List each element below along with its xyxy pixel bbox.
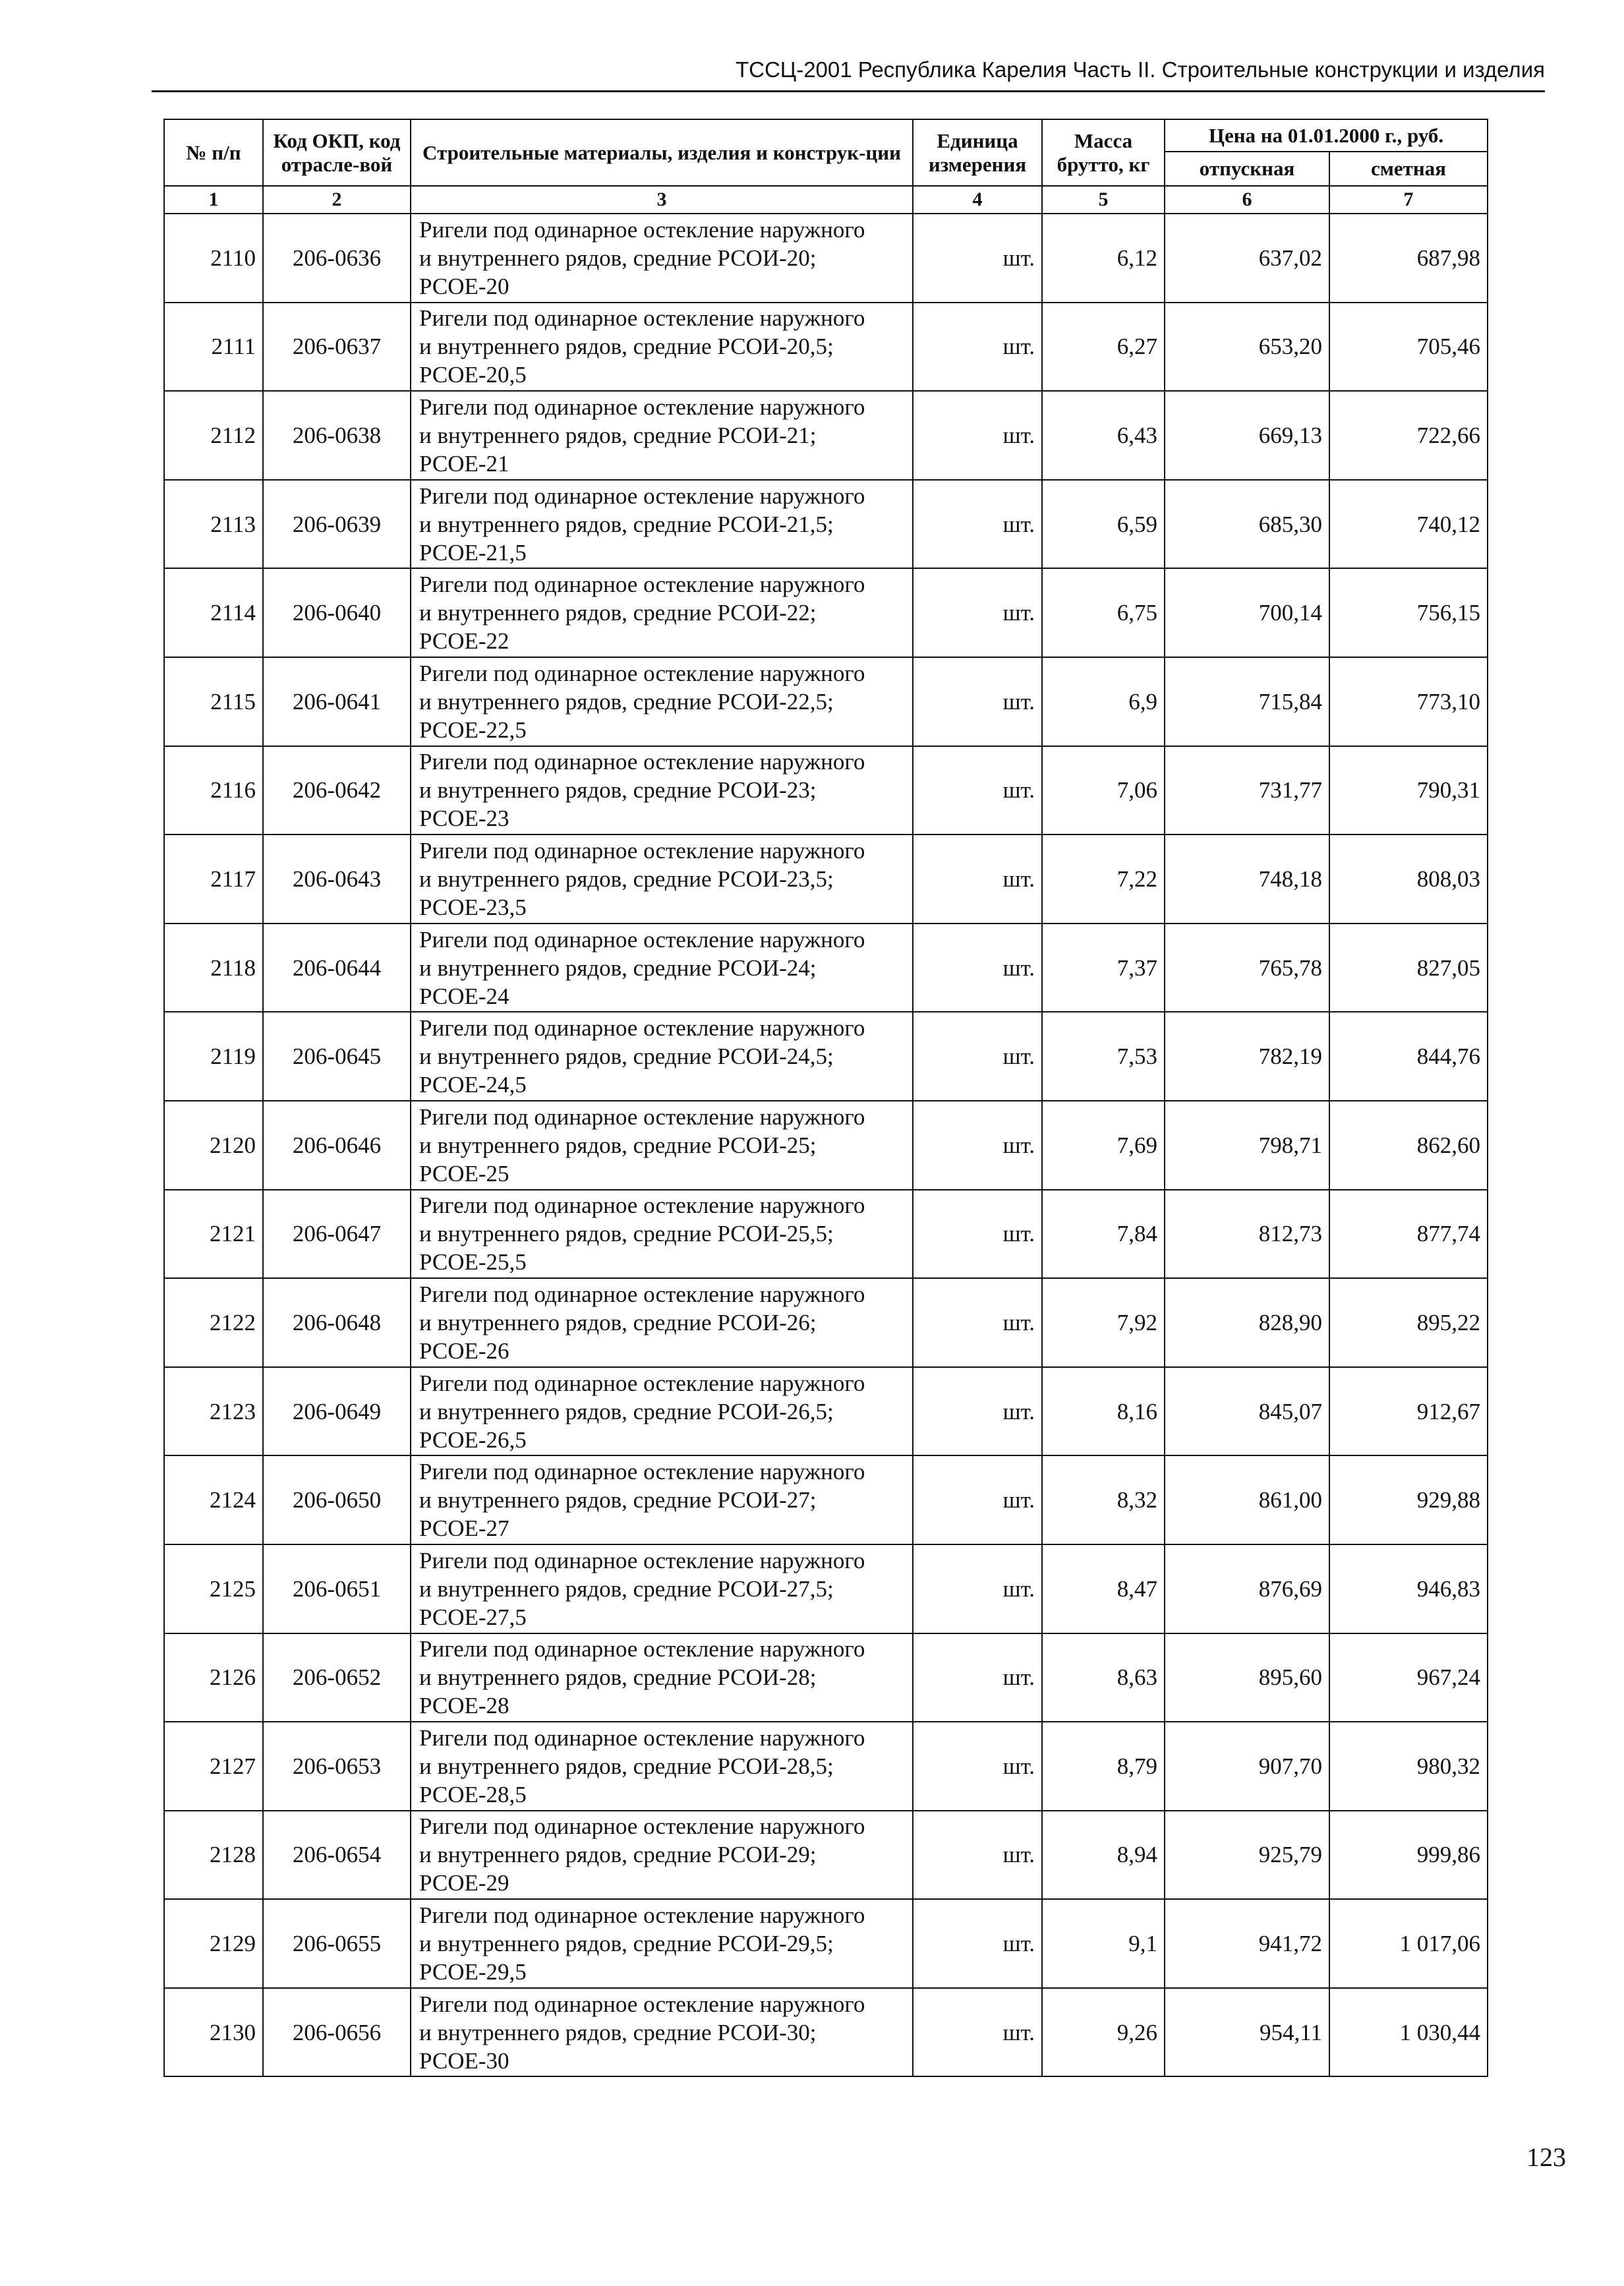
release-price: 748,18 (1165, 835, 1329, 923)
estimate-price: 967,24 (1329, 1633, 1488, 1722)
row-number: 2112 (164, 391, 263, 480)
product-description (411, 1101, 913, 1190)
table-row (164, 1544, 1488, 1633)
okp-code: 206-0639 (263, 480, 411, 569)
estimate-price: 705,46 (1329, 303, 1488, 392)
description-line: Ригели под одинарное остекление наружного (419, 1370, 865, 1396)
product-description (411, 303, 913, 392)
description-line: Ригели под одинарное остекление наружного (419, 1636, 865, 1662)
description-line: РСОЕ-24,5 (419, 1072, 527, 1098)
header-okp-code: Код ОКП, код отрасле-вой (263, 119, 411, 186)
description-line: РСОЕ-27,5 (419, 1604, 527, 1630)
description-line: Ригели под одинарное остекление наружного (419, 1813, 865, 1840)
description-line: РСОЕ-28,5 (419, 1781, 527, 1807)
row-number: 2121 (164, 1190, 263, 1279)
release-price: 925,79 (1165, 1811, 1329, 1900)
okp-code: 206-0648 (263, 1278, 411, 1367)
estimate-price: 946,83 (1329, 1544, 1488, 1633)
description-line: и внутреннего рядов, средние РСОИ-27,5; (419, 1575, 834, 1602)
release-price: 798,71 (1165, 1101, 1329, 1190)
row-number: 2120 (164, 1101, 263, 1190)
row-number: 2126 (164, 1633, 263, 1722)
gross-mass: 8,47 (1042, 1544, 1165, 1633)
description-line: и внутреннего рядов, средние РСОИ-30; (419, 2019, 817, 2045)
description-line: РСОЕ-28 (419, 1693, 509, 1719)
release-price: 685,30 (1165, 480, 1329, 569)
release-price: 765,78 (1165, 923, 1329, 1012)
row-number: 2129 (164, 1899, 263, 1988)
release-price: 941,72 (1165, 1899, 1329, 1988)
product-description (411, 1367, 913, 1456)
description-line: Ригели под одинарное остекление наружного (419, 1724, 865, 1751)
table-row (164, 1367, 1488, 1456)
estimate-price: 808,03 (1329, 835, 1488, 923)
gross-mass: 7,22 (1042, 835, 1165, 923)
header-unit: Единица измерения (913, 119, 1042, 186)
release-price: 731,77 (1165, 746, 1329, 835)
release-price: 700,14 (1165, 568, 1329, 657)
product-description (411, 923, 913, 1012)
description-line: Ригели под одинарное остекление наружного (419, 572, 865, 598)
okp-code: 206-0650 (263, 1455, 411, 1544)
header-num: № п/п (164, 119, 263, 186)
description-line: Ригели под одинарное остекление наружного (419, 483, 865, 509)
release-price: 954,11 (1165, 1988, 1329, 2077)
okp-code: 206-0656 (263, 1988, 411, 2077)
okp-code: 206-0647 (263, 1190, 411, 1279)
description-line: РСОЕ-22,5 (419, 717, 527, 743)
description-line: РСОЕ-29 (419, 1870, 509, 1896)
table-row (164, 1899, 1488, 1988)
gross-mass: 7,69 (1042, 1101, 1165, 1190)
gross-mass: 7,84 (1042, 1190, 1165, 1279)
column-number: 4 (913, 186, 1042, 214)
product-description (411, 657, 913, 746)
description-line: и внутреннего рядов, средние РСОИ-29,5; (419, 1931, 834, 1957)
okp-code: 206-0637 (263, 303, 411, 392)
release-price: 715,84 (1165, 657, 1329, 746)
row-number: 2118 (164, 923, 263, 1012)
gross-mass: 8,94 (1042, 1811, 1165, 1900)
description-line: и внутреннего рядов, средние РСОИ-22; (419, 600, 817, 626)
row-number: 2110 (164, 214, 263, 303)
product-description (411, 746, 913, 835)
description-line: и внутреннего рядов, средние РСОИ-29; (419, 1842, 817, 1868)
description-line: РСОЕ-25 (419, 1160, 509, 1187)
table-row (164, 1278, 1488, 1367)
row-number: 2128 (164, 1811, 263, 1900)
description-line: Ригели под одинарное остекление наружного (419, 837, 865, 864)
row-number: 2113 (164, 480, 263, 569)
table-row (164, 835, 1488, 923)
table-row (164, 1455, 1488, 1544)
product-description (411, 1811, 913, 1900)
description-line: и внутреннего рядов, средние РСОИ-26; (419, 1309, 817, 1335)
release-price: 895,60 (1165, 1633, 1329, 1722)
release-price: 828,90 (1165, 1278, 1329, 1367)
estimate-price: 1 017,06 (1329, 1899, 1488, 1988)
description-line: РСОЕ-23 (419, 806, 509, 832)
gross-mass: 9,26 (1042, 1988, 1165, 2077)
description-line: РСОЕ-24 (419, 983, 509, 1009)
gross-mass: 9,1 (1042, 1899, 1165, 1988)
okp-code: 206-0649 (263, 1367, 411, 1456)
row-number: 2127 (164, 1722, 263, 1811)
estimate-price: 844,76 (1329, 1012, 1488, 1101)
table-row (164, 657, 1488, 746)
row-number: 2130 (164, 1988, 263, 2077)
product-description (411, 1455, 913, 1544)
description-line: РСОЕ-21 (419, 450, 509, 477)
okp-code: 206-0643 (263, 835, 411, 923)
table-row (164, 746, 1488, 835)
row-number: 2124 (164, 1455, 263, 1544)
gross-mass: 8,79 (1042, 1722, 1165, 1811)
release-price: 812,73 (1165, 1190, 1329, 1279)
estimate-price: 929,88 (1329, 1455, 1488, 1544)
table-row (164, 1012, 1488, 1101)
description-line: РСОЕ-26,5 (419, 1426, 527, 1453)
description-line: Ригели под одинарное остекление наружного (419, 1902, 865, 1929)
row-number: 2115 (164, 657, 263, 746)
okp-code: 206-0641 (263, 657, 411, 746)
table-row (164, 1811, 1488, 1900)
description-line: и внутреннего рядов, средние РСОИ-20,5; (419, 334, 834, 360)
unit-of-measure: шт. (913, 1988, 1042, 2077)
estimate-price: 790,31 (1329, 746, 1488, 835)
description-line: Ригели под одинарное остекление наружного (419, 394, 865, 420)
estimate-price: 862,60 (1329, 1101, 1488, 1190)
description-line: РСОЕ-21,5 (419, 539, 527, 566)
okp-code: 206-0636 (263, 214, 411, 303)
release-price: 782,19 (1165, 1012, 1329, 1101)
table-row (164, 923, 1488, 1012)
description-line: РСОЕ-26 (419, 1337, 509, 1364)
unit-of-measure: шт. (913, 1722, 1042, 1811)
estimate-price: 756,15 (1329, 568, 1488, 657)
okp-code: 206-0644 (263, 923, 411, 1012)
table-row (164, 480, 1488, 569)
description-line: и внутреннего рядов, средние РСОИ-26,5; (419, 1398, 834, 1424)
unit-of-measure: шт. (913, 1367, 1042, 1456)
gross-mass: 7,53 (1042, 1012, 1165, 1101)
table-row (164, 1633, 1488, 1722)
release-price: 669,13 (1165, 391, 1329, 480)
description-line: Ригели под одинарное остекление наружного (419, 305, 865, 332)
header-price-estimate: сметная (1329, 152, 1488, 186)
column-number: 6 (1165, 186, 1329, 214)
description-line: РСОЕ-27 (419, 1515, 509, 1542)
product-description (411, 391, 913, 480)
description-line: и внутреннего рядов, средние РСОИ-28; (419, 1664, 817, 1691)
column-number: 5 (1042, 186, 1165, 214)
description-line: и внутреннего рядов, средние РСОИ-24; (419, 954, 817, 981)
table-row (164, 391, 1488, 480)
column-number: 3 (411, 186, 913, 214)
unit-of-measure: шт. (913, 1012, 1042, 1101)
product-description (411, 1988, 913, 2077)
description-line: и внутреннего рядов, средние РСОИ-25; (419, 1132, 817, 1158)
description-line: Ригели под одинарное остекление наружного (419, 749, 865, 775)
product-description (411, 568, 913, 657)
product-description (411, 1722, 913, 1811)
product-description (411, 1633, 913, 1722)
okp-code: 206-0654 (263, 1811, 411, 1900)
unit-of-measure: шт. (913, 835, 1042, 923)
header-mass: Масса брутто, кг (1042, 119, 1165, 186)
gross-mass: 6,75 (1042, 568, 1165, 657)
column-number: 7 (1329, 186, 1488, 214)
description-line: РСОЕ-20,5 (419, 362, 527, 388)
unit-of-measure: шт. (913, 923, 1042, 1012)
row-number: 2122 (164, 1278, 263, 1367)
row-number: 2119 (164, 1012, 263, 1101)
product-description (411, 835, 913, 923)
release-price: 876,69 (1165, 1544, 1329, 1633)
column-number: 2 (263, 186, 411, 214)
description-line: РСОЕ-20 (419, 273, 509, 299)
estimate-price: 912,67 (1329, 1367, 1488, 1456)
description-line: РСОЕ-22 (419, 628, 509, 655)
header-rule (152, 90, 1545, 92)
product-description (411, 1190, 913, 1279)
gross-mass: 6,27 (1042, 303, 1165, 392)
release-price: 653,20 (1165, 303, 1329, 392)
unit-of-measure: шт. (913, 1455, 1042, 1544)
table-row (164, 1988, 1488, 2077)
estimate-price: 1 030,44 (1329, 1988, 1488, 2077)
unit-of-measure: шт. (913, 1544, 1042, 1633)
header-price-group: Цена на 01.01.2000 г., руб. (1165, 119, 1488, 152)
unit-of-measure: шт. (913, 1633, 1042, 1722)
product-description (411, 1278, 913, 1367)
release-price: 845,07 (1165, 1367, 1329, 1456)
release-price: 907,70 (1165, 1722, 1329, 1811)
gross-mass: 7,06 (1042, 746, 1165, 835)
okp-code: 206-0653 (263, 1722, 411, 1811)
description-line: Ригели под одинарное остекление наружного (419, 1103, 865, 1130)
product-description (411, 1544, 913, 1633)
table-row (164, 214, 1488, 303)
table-row (164, 1190, 1488, 1279)
gross-mass: 6,43 (1042, 391, 1165, 480)
product-description (411, 1012, 913, 1101)
description-line: Ригели под одинарное остекление наружного (419, 926, 865, 952)
estimate-price: 740,12 (1329, 480, 1488, 569)
row-number: 2123 (164, 1367, 263, 1456)
page-number: 123 (1526, 2142, 1566, 2172)
estimate-price: 722,66 (1329, 391, 1488, 480)
description-line: Ригели под одинарное остекление наружного (419, 1192, 865, 1219)
description-line: РСОЕ-23,5 (419, 894, 527, 920)
unit-of-measure: шт. (913, 391, 1042, 480)
gross-mass: 6,59 (1042, 480, 1165, 569)
description-line: РСОЕ-29,5 (419, 1959, 527, 1985)
okp-code: 206-0638 (263, 391, 411, 480)
unit-of-measure: шт. (913, 480, 1042, 569)
unit-of-measure: шт. (913, 746, 1042, 835)
description-line: Ригели под одинарное остекление наружного (419, 216, 865, 243)
description-line: РСОЕ-25,5 (419, 1249, 527, 1275)
description-line: и внутреннего рядов, средние РСОИ-21,5; (419, 511, 834, 537)
gross-mass: 6,9 (1042, 657, 1165, 746)
running-header: ТССЦ-2001 Республика Карелия Часть II. Строительные конструкции и изделия (735, 57, 1545, 82)
description-line: и внутреннего рядов, средние РСОИ-23; (419, 777, 817, 804)
gross-mass: 8,16 (1042, 1367, 1165, 1456)
estimate-price: 687,98 (1329, 214, 1488, 303)
row-number: 2111 (164, 303, 263, 392)
okp-code: 206-0642 (263, 746, 411, 835)
unit-of-measure: шт. (913, 214, 1042, 303)
okp-code: 206-0640 (263, 568, 411, 657)
okp-code: 206-0655 (263, 1899, 411, 1988)
gross-mass: 7,37 (1042, 923, 1165, 1012)
table-row (164, 568, 1488, 657)
price-table (163, 119, 1488, 2077)
okp-code: 206-0646 (263, 1101, 411, 1190)
description-line: и внутреннего рядов, средние РСОИ-25,5; (419, 1221, 834, 1247)
description-line: и внутреннего рядов, средние РСОИ-23,5; (419, 865, 834, 892)
unit-of-measure: шт. (913, 1899, 1042, 1988)
estimate-price: 877,74 (1329, 1190, 1488, 1279)
unit-of-measure: шт. (913, 1278, 1042, 1367)
unit-of-measure: шт. (913, 303, 1042, 392)
release-price: 861,00 (1165, 1455, 1329, 1544)
table-row (164, 1722, 1488, 1811)
row-number: 2125 (164, 1544, 263, 1633)
release-price: 637,02 (1165, 214, 1329, 303)
row-number: 2114 (164, 568, 263, 657)
estimate-price: 999,86 (1329, 1811, 1488, 1900)
estimate-price: 980,32 (1329, 1722, 1488, 1811)
row-number: 2116 (164, 746, 263, 835)
description-line: и внутреннего рядов, средние РСОИ-24,5; (419, 1043, 834, 1070)
okp-code: 206-0652 (263, 1633, 411, 1722)
estimate-price: 895,22 (1329, 1278, 1488, 1367)
gross-mass: 8,32 (1042, 1455, 1165, 1544)
description-line: и внутреннего рядов, средние РСОИ-20; (419, 245, 817, 271)
description-line: и внутреннего рядов, средние РСОИ-21; (419, 422, 817, 448)
unit-of-measure: шт. (913, 657, 1042, 746)
unit-of-measure: шт. (913, 1811, 1042, 1900)
product-description (411, 214, 913, 303)
description-line: Ригели под одинарное остекление наружного (419, 660, 865, 686)
description-line: и внутреннего рядов, средние РСОИ-22,5; (419, 688, 834, 715)
description-line: Ригели под одинарное остекление наружного (419, 1281, 865, 1307)
okp-code: 206-0645 (263, 1012, 411, 1101)
description-line: и внутреннего рядов, средние РСОИ-28,5; (419, 1753, 834, 1779)
okp-code: 206-0651 (263, 1544, 411, 1633)
header-price-release: отпускная (1165, 152, 1329, 186)
description-line: РСОЕ-30 (419, 2047, 509, 2074)
row-number: 2117 (164, 835, 263, 923)
header-name: Строительные материалы, изделия и конструк-ции (411, 119, 913, 186)
gross-mass: 7,92 (1042, 1278, 1165, 1367)
unit-of-measure: шт. (913, 1101, 1042, 1190)
description-line: Ригели под одинарное остекление наружного (419, 1991, 865, 2017)
gross-mass: 6,12 (1042, 214, 1165, 303)
table-row (164, 1101, 1488, 1190)
estimate-price: 827,05 (1329, 923, 1488, 1012)
table-row (164, 303, 1488, 392)
unit-of-measure: шт. (913, 568, 1042, 657)
description-line: и внутреннего рядов, средние РСОИ-27; (419, 1487, 817, 1513)
estimate-price: 773,10 (1329, 657, 1488, 746)
description-line: Ригели под одинарное остекление наружного (419, 1547, 865, 1573)
description-line: Ригели под одинарное остекление наружного (419, 1015, 865, 1041)
description-line: Ригели под одинарное остекление наружного (419, 1459, 865, 1485)
product-description (411, 1899, 913, 1988)
unit-of-measure: шт. (913, 1190, 1042, 1279)
column-number: 1 (164, 186, 263, 214)
product-description (411, 480, 913, 569)
gross-mass: 8,63 (1042, 1633, 1165, 1722)
